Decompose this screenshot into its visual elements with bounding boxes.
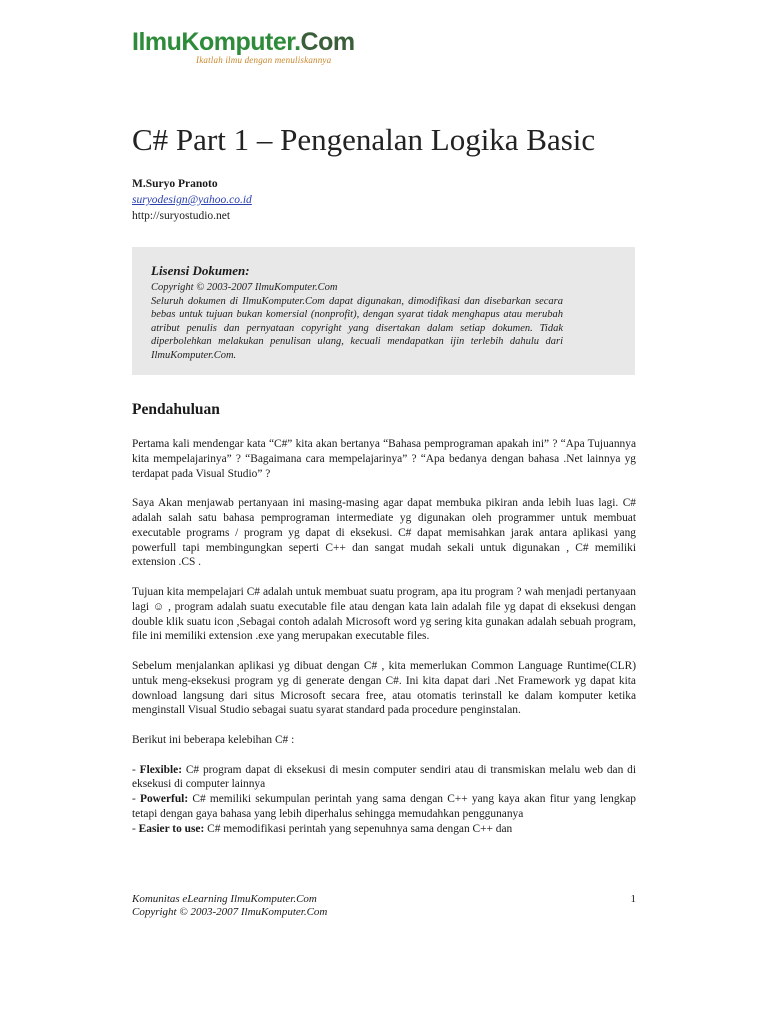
document-title: C# Part 1 – Pengenalan Logika Basic xyxy=(132,122,596,157)
logo-wordmark xyxy=(132,28,355,56)
feature-dash: - xyxy=(132,763,140,776)
feature-item xyxy=(132,822,636,837)
license-copyright: Copyright © 2003-2007 IlmuKomputer.Com xyxy=(151,282,338,293)
author-website[interactable]: http://suryostudio.net xyxy=(132,210,231,222)
logo-dot: . xyxy=(294,28,301,56)
author-name: M.Suryo Pranoto xyxy=(132,178,218,190)
feature-dash: - xyxy=(132,822,139,835)
page-footer xyxy=(132,893,636,919)
paragraph: Tujuan kita mempelajari C# adalah untuk membuat suatu program, apa itu program ? wah menjadi pertanyaan lagi ☺ , program adalah suatu executable file atau dengan kata lain adalah file yg dapat di eksekusi dengan double klik suatu icon ,Sebagai contoh adalah Microsoft word yg sering kita gunakan adalah sebuah program, file ini memiliki extension .exe yang merupakan executable files. xyxy=(132,585,636,643)
feature-text: C# memodifikasi perintah yang sepenuhnya sama dengan C++ dan xyxy=(204,822,513,835)
feature-dash: - xyxy=(132,793,141,806)
paragraph: Sebelum menjalankan aplikasi yg dibuat dengan C# , kita memerlukan Common Language Runtime(CLR) untuk meng-eksekusi program yg di generate dengan C#. Ini kita dapat dari .Net Framework yg dapat kita download langsung dari situs Microsoft secara free, atau otomatis terinstall ke dalam komputer ketika menginstall Visual Studio sebagai suatu syarat standard pada procedure penginstalan. xyxy=(132,659,636,717)
footer-community: Komunitas eLearning IlmuKomputer.Com xyxy=(132,893,317,905)
page-number: 1 xyxy=(630,893,636,905)
feature-item xyxy=(132,792,636,822)
logo-tagline: Ikatlah ilmu dengan menuliskannya xyxy=(196,55,332,65)
feature-text: C# program dapat di eksekusi di mesin computer sendiri atau di transmiskan melalu web dan di eksekusi di computer lainnya xyxy=(132,763,636,791)
feature-text: C# memiliki sekumpulan perintah yang sama dengan C++ yang kaya akan fitur yang lengkap tetapi dengan gaya bahasa yang lebih diperhalus sehingga memudahkan penggunanya xyxy=(132,793,636,820)
license-text: Seluruh dokumen di IlmuKomputer.Com dapat digunakan, dimodifikasi dan disebarkan secara bebas untuk tujuan bukan komersial (nonprofit), dengan syarat tidak menghapus atau merubah atribut penulis dan pernyataan copyright yang disertakan dalam setiap dokumen. Tidak diperbolehkan melakukan penulisan ulang, kecuali mendapatkan ijin terlebih dahulu dari IlmuKomputer.Com. xyxy=(151,295,563,361)
paragraph: Saya Akan menjawab pertanyaan ini masing-masing agar dapat membuka pikiran anda lebih luas lagi. C# adalah salah satu bahasa pemprograman intermediate yg digunakan oleh programmer untuk membuat executable programs / program yg dapat di eksekusi. C# dapat memisahkan jarak antara aplikasi yang powerfull tapi membingungkan seperti C++ dan sangat mudah sekali untuk digunakan , C# memiliki extension .CS . xyxy=(132,497,636,569)
feature-label: Powerful: xyxy=(140,793,189,806)
license-box xyxy=(132,247,635,375)
section-heading: Pendahuluan xyxy=(132,401,220,418)
author-email-link[interactable]: suryodesign@yahoo.co.id xyxy=(132,194,252,206)
feature-label: Flexible: xyxy=(139,763,183,776)
feature-item xyxy=(132,763,636,793)
license-content xyxy=(151,263,563,363)
logo-part-komputer: Komputer xyxy=(181,28,295,56)
author-block xyxy=(132,176,252,224)
paragraph: Pertama kali mendengar kata “C#” kita akan bertanya “Bahasa pemprograman apakah ini” ? “Apa Tujuannya kita mempelajarinya” ? “Bagaimana cara mempelajarinya” ? “Apa bedanya dengan bahasa .Net lainnya yg terdapat pada Visual Studio” ? xyxy=(132,438,636,480)
license-heading: Lisensi Dokumen: xyxy=(151,263,250,278)
feature-label: Easier to use: xyxy=(138,822,205,835)
logo-part-ilmu: Ilmu xyxy=(132,28,182,56)
site-logo xyxy=(132,28,355,65)
body-text xyxy=(132,437,636,837)
logo-part-com: Com xyxy=(300,28,355,56)
paragraph: Berikut ini beberapa kelebihan C# : xyxy=(132,733,295,746)
footer-copyright: Copyright © 2003-2007 IlmuKomputer.Com xyxy=(132,906,328,918)
